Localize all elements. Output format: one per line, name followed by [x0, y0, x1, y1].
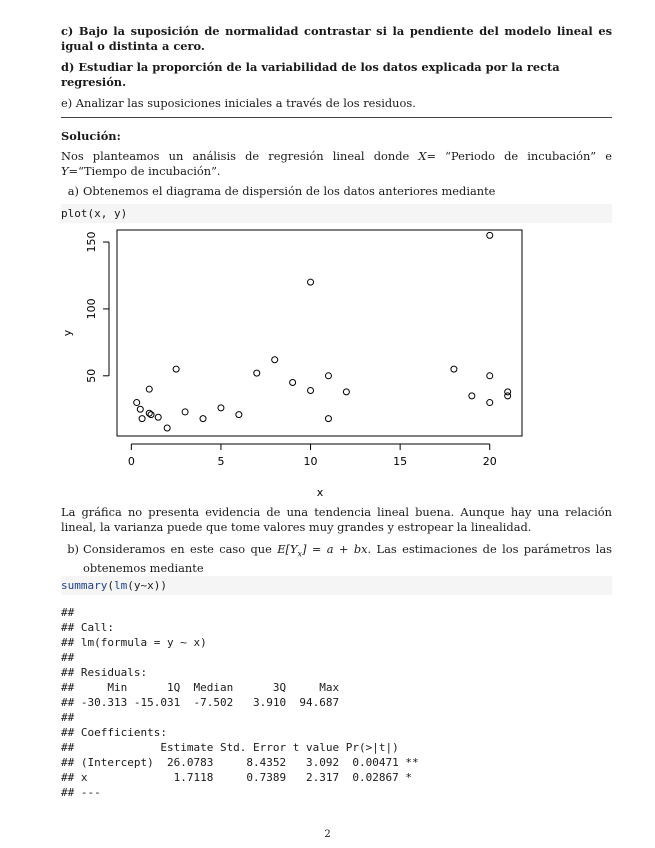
scatter-point	[290, 379, 296, 385]
scatter-plot	[61, 226, 531, 502]
question-c: c) Bajo la suposición de normalidad contrastar si la pendiente del modelo lineal es igual o distinta a cero.	[61, 24, 612, 53]
plot-comment: La gráfica no presenta evidencia de una tendencia lineal buena. Aunque hay una relación lineal, la varianza puede que tome valores muy grandes y estropear la linealidad.	[61, 505, 612, 534]
scatter-point	[325, 416, 331, 422]
page-number: 2	[324, 829, 331, 840]
code-plot-text: plot(x, y)	[61, 207, 128, 220]
output-line: ##	[61, 711, 75, 724]
divider	[61, 117, 612, 118]
r-output	[61, 605, 419, 800]
scatter-points	[134, 232, 511, 431]
scatter-point	[148, 412, 154, 418]
output-line: ## Coefficients:	[61, 726, 167, 739]
scatter-point	[164, 425, 170, 431]
scatter-point	[451, 366, 457, 372]
output-line: ## ---	[61, 786, 101, 799]
scatter-point	[146, 386, 152, 392]
output-line: ## (Intercept) 26.0783 8.4352 3.092 0.00471 **	[61, 756, 419, 769]
x-tick-label: 10	[303, 455, 318, 468]
scatter-point	[236, 412, 242, 418]
intro-part-2: = “Periodo de incubación” e	[426, 149, 612, 163]
solution-intro	[61, 149, 612, 179]
item-b	[61, 542, 612, 576]
scatter-point	[272, 357, 278, 363]
question-d: d) Estudiar la proporción de la variabilidad de los datos explicada por la recta regresión.	[61, 60, 560, 89]
item-a	[61, 184, 612, 199]
output-line: ## x 1.7118 0.7389 2.317 0.02867 *	[61, 771, 412, 784]
item-a-number: a)	[67, 184, 79, 198]
scatter-point	[139, 416, 145, 422]
code-plot	[61, 204, 612, 223]
code-summary-open: (	[107, 579, 114, 592]
question-e: e) Analizar las suposiciones iniciales a través de los residuos.	[61, 96, 416, 110]
x-tick-label: 20	[482, 455, 497, 468]
output-line: ##	[61, 651, 75, 664]
scatter-point	[254, 370, 260, 376]
y-tick-label: 50	[85, 368, 98, 383]
x-tick-label: 5	[217, 455, 225, 468]
output-line: ## -30.313 -15.031 -7.502 3.910 94.687	[61, 696, 340, 709]
intro-var-x: X	[418, 149, 427, 163]
scatter-point	[469, 393, 475, 399]
scatter-point	[325, 373, 331, 379]
scatter-point	[487, 400, 493, 406]
scatter-point	[200, 416, 206, 422]
intro-part-3: =“Tiempo de incubación”.	[68, 164, 221, 178]
intro-var-y: Y	[61, 164, 69, 178]
y-axis-label: y	[61, 329, 74, 337]
item-b-part-2: . Las estimaciones de los parámetros las obtenemos mediante	[83, 542, 613, 576]
output-line: ## lm(formula = y ~ x)	[61, 636, 207, 649]
output-line: ## Min 1Q Median 3Q Max	[61, 681, 340, 694]
output-line: ## Estimate Std. Error t value Pr(>|t|)	[61, 741, 399, 754]
plot-frame	[117, 230, 522, 436]
scatter-point	[134, 400, 140, 406]
code-summary	[61, 576, 612, 595]
item-b-number: b)	[67, 542, 79, 556]
solution-heading: Solución:	[61, 129, 121, 143]
code-summary-lm: lm	[113, 579, 128, 592]
output-line: ## Call:	[61, 621, 114, 634]
scatter-point	[308, 279, 314, 285]
scatter-point	[137, 406, 143, 412]
y-tick-label: 100	[85, 298, 98, 320]
x-tick-label: 15	[393, 455, 408, 468]
scatter-point	[182, 409, 188, 415]
item-b-math-1: E[Y	[277, 542, 298, 556]
code-summary-rest: (y~x))	[127, 579, 167, 592]
scatter-point	[487, 373, 493, 379]
x-axis-label: x	[316, 486, 324, 499]
y-tick-label: 150	[85, 231, 98, 253]
y-axis	[85, 232, 109, 383]
scatter-point	[308, 388, 314, 394]
item-b-part-1: Consideramos en este caso que	[83, 542, 278, 556]
output-line: ## Residuals:	[61, 666, 148, 679]
x-tick-label: 0	[127, 455, 135, 468]
item-b-text	[83, 542, 612, 576]
scatter-point	[487, 232, 493, 238]
output-line: ##	[61, 606, 75, 619]
scatter-point	[173, 366, 179, 372]
item-b-math-2: ] = a + bx	[302, 542, 368, 556]
scatter-point	[218, 405, 224, 411]
intro-part-1: Nos planteamos un análisis de regresión lineal donde	[61, 149, 419, 163]
item-a-text: Obtenemos el diagrama de dispersión de los datos anteriores mediante	[83, 184, 496, 198]
x-axis	[128, 444, 497, 468]
code-summary-fn: summary	[61, 579, 108, 592]
item-b-math-sub: x	[297, 549, 303, 559]
scatter-point	[155, 414, 161, 420]
scatter-point	[343, 389, 349, 395]
scatter-point	[505, 389, 511, 395]
